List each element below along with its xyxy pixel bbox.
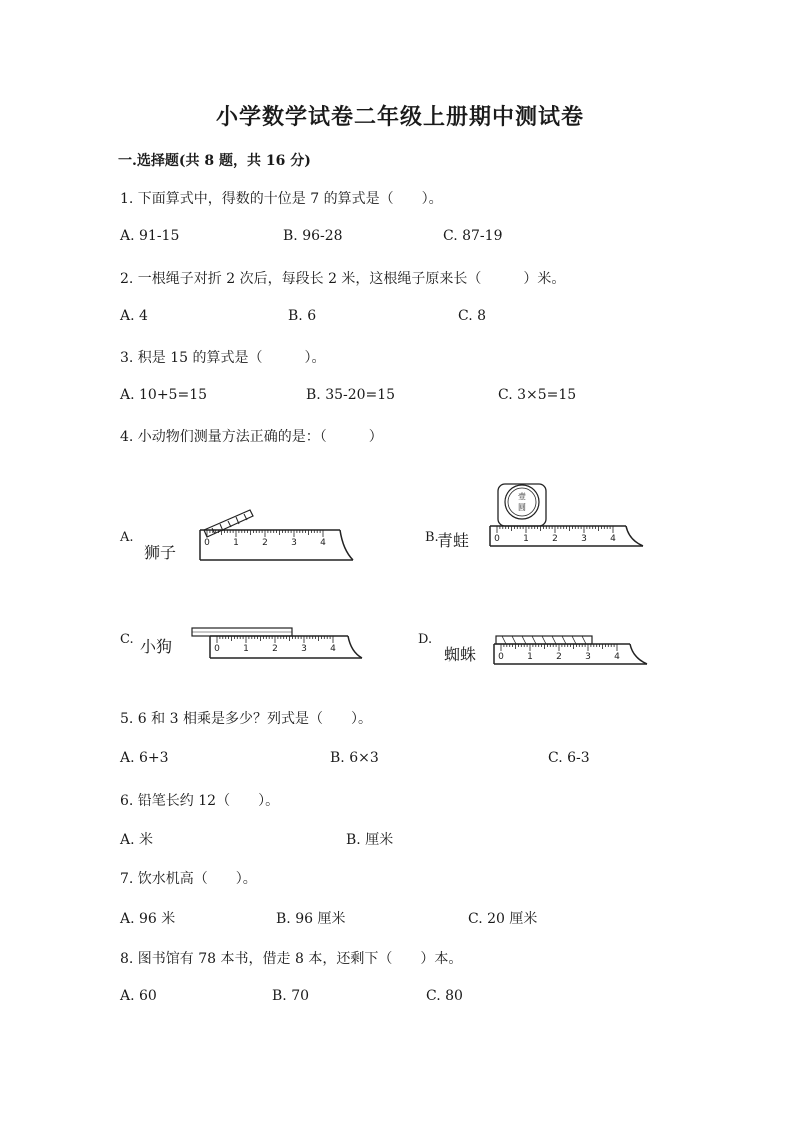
ruler-figure-d bbox=[492, 634, 652, 666]
q3-option-c[interactable]: C. 3×5=15 bbox=[498, 387, 577, 403]
ruler-figure-b bbox=[488, 478, 648, 550]
ruler-tick-label: 3 bbox=[301, 644, 307, 654]
figure-c-animal: 小狗 bbox=[140, 637, 173, 656]
ruler-tick-label: 3 bbox=[291, 538, 297, 548]
figure-b-label[interactable]: B. bbox=[425, 530, 439, 545]
page-title: 小学数学试卷二年级上册期中测试卷 bbox=[215, 104, 584, 130]
ruler-tick-label: 0 bbox=[204, 538, 210, 548]
question-3: 3. 积是 15 的算式是（ ）。 bbox=[120, 350, 326, 366]
q5-option-a[interactable]: A. 6+3 bbox=[120, 750, 169, 766]
question-6: 6. 铅笔长约 12（ ）。 bbox=[120, 793, 280, 809]
question-7: 7. 饮水机高（ ）。 bbox=[120, 871, 257, 887]
figure-d-label[interactable]: D. bbox=[418, 632, 433, 647]
q8-option-c[interactable]: C. 80 bbox=[426, 988, 463, 1004]
q2-option-b[interactable]: B. 6 bbox=[288, 308, 317, 324]
q1-option-a[interactable]: A. 91-15 bbox=[120, 228, 180, 244]
figure-a-animal: 狮子 bbox=[144, 543, 177, 562]
ruler-tick-label: 2 bbox=[552, 534, 558, 544]
ruler-tick-label: 0 bbox=[494, 534, 500, 544]
ruler-tick-label: 1 bbox=[523, 534, 529, 544]
q8-option-b[interactable]: B. 70 bbox=[272, 988, 310, 1004]
q1-option-c[interactable]: C. 87-19 bbox=[443, 228, 503, 244]
ruler-tick-label: 2 bbox=[272, 644, 278, 654]
ruler-tick-label: 2 bbox=[556, 652, 562, 662]
q8-option-a[interactable]: A. 60 bbox=[120, 988, 157, 1004]
figure-a-label[interactable]: A. bbox=[120, 530, 134, 545]
ruler-figure-a bbox=[198, 508, 358, 566]
question-2: 2. 一根绳子对折 2 次后，每段长 2 米，这根绳子原来长（ ）米。 bbox=[120, 271, 566, 287]
ruler-tick-label: 0 bbox=[214, 644, 220, 654]
q6-option-b[interactable]: B. 厘米 bbox=[346, 832, 394, 848]
coin-text-top: 壹 bbox=[518, 492, 526, 501]
ruler-figure-c bbox=[190, 626, 370, 662]
q3-option-a[interactable]: A. 10+5=15 bbox=[120, 387, 208, 403]
ruler-tick-label: 4 bbox=[320, 538, 326, 548]
question-1: 1. 下面算式中，得数的十位是 7 的算式是（ ）。 bbox=[120, 191, 443, 207]
figure-b-animal: 青蛙 bbox=[437, 531, 470, 550]
ruler-tick-label: 0 bbox=[498, 652, 504, 662]
q2-option-c[interactable]: C. 8 bbox=[458, 308, 487, 324]
ruler-tick-label: 4 bbox=[330, 644, 336, 654]
figure-c-label[interactable]: C. bbox=[120, 632, 134, 647]
question-4: 4. 小动物们测量方法正确的是：（ ） bbox=[120, 429, 383, 445]
ruler-tick-label: 3 bbox=[581, 534, 587, 544]
ruler-tick-label: 1 bbox=[233, 538, 239, 548]
coin-text-bottom: 圆 bbox=[518, 503, 526, 512]
q6-option-a[interactable]: A. 米 bbox=[120, 832, 154, 848]
q3-option-b[interactable]: B. 35-20=15 bbox=[306, 387, 396, 403]
q7-option-b[interactable]: B. 96 厘米 bbox=[276, 911, 346, 927]
question-8: 8. 图书馆有 78 本书，借走 8 本，还剩下（ ）本。 bbox=[120, 951, 463, 967]
ruler-tick-label: 1 bbox=[243, 644, 249, 654]
q2-option-a[interactable]: A. 4 bbox=[120, 308, 148, 324]
figure-d-animal: 蜘蛛 bbox=[444, 645, 477, 664]
q5-option-c[interactable]: C. 6-3 bbox=[548, 750, 590, 766]
q1-option-b[interactable]: B. 96-28 bbox=[283, 228, 343, 244]
q5-option-b[interactable]: B. 6×3 bbox=[330, 750, 379, 766]
ruler-tick-label: 3 bbox=[585, 652, 591, 662]
ruler-tick-label: 1 bbox=[527, 652, 533, 662]
ruler-tick-label: 4 bbox=[610, 534, 616, 544]
question-5: 5. 6 和 3 相乘是多少？列式是（ ）。 bbox=[120, 711, 372, 727]
q7-option-a[interactable]: A. 96 米 bbox=[120, 911, 176, 927]
ruler-tick-label: 2 bbox=[262, 538, 268, 548]
section-heading: 一.选择题(共 8 题，共 16 分) bbox=[118, 153, 311, 169]
q7-option-c[interactable]: C. 20 厘米 bbox=[468, 911, 538, 927]
ruler-tick-label: 4 bbox=[614, 652, 620, 662]
